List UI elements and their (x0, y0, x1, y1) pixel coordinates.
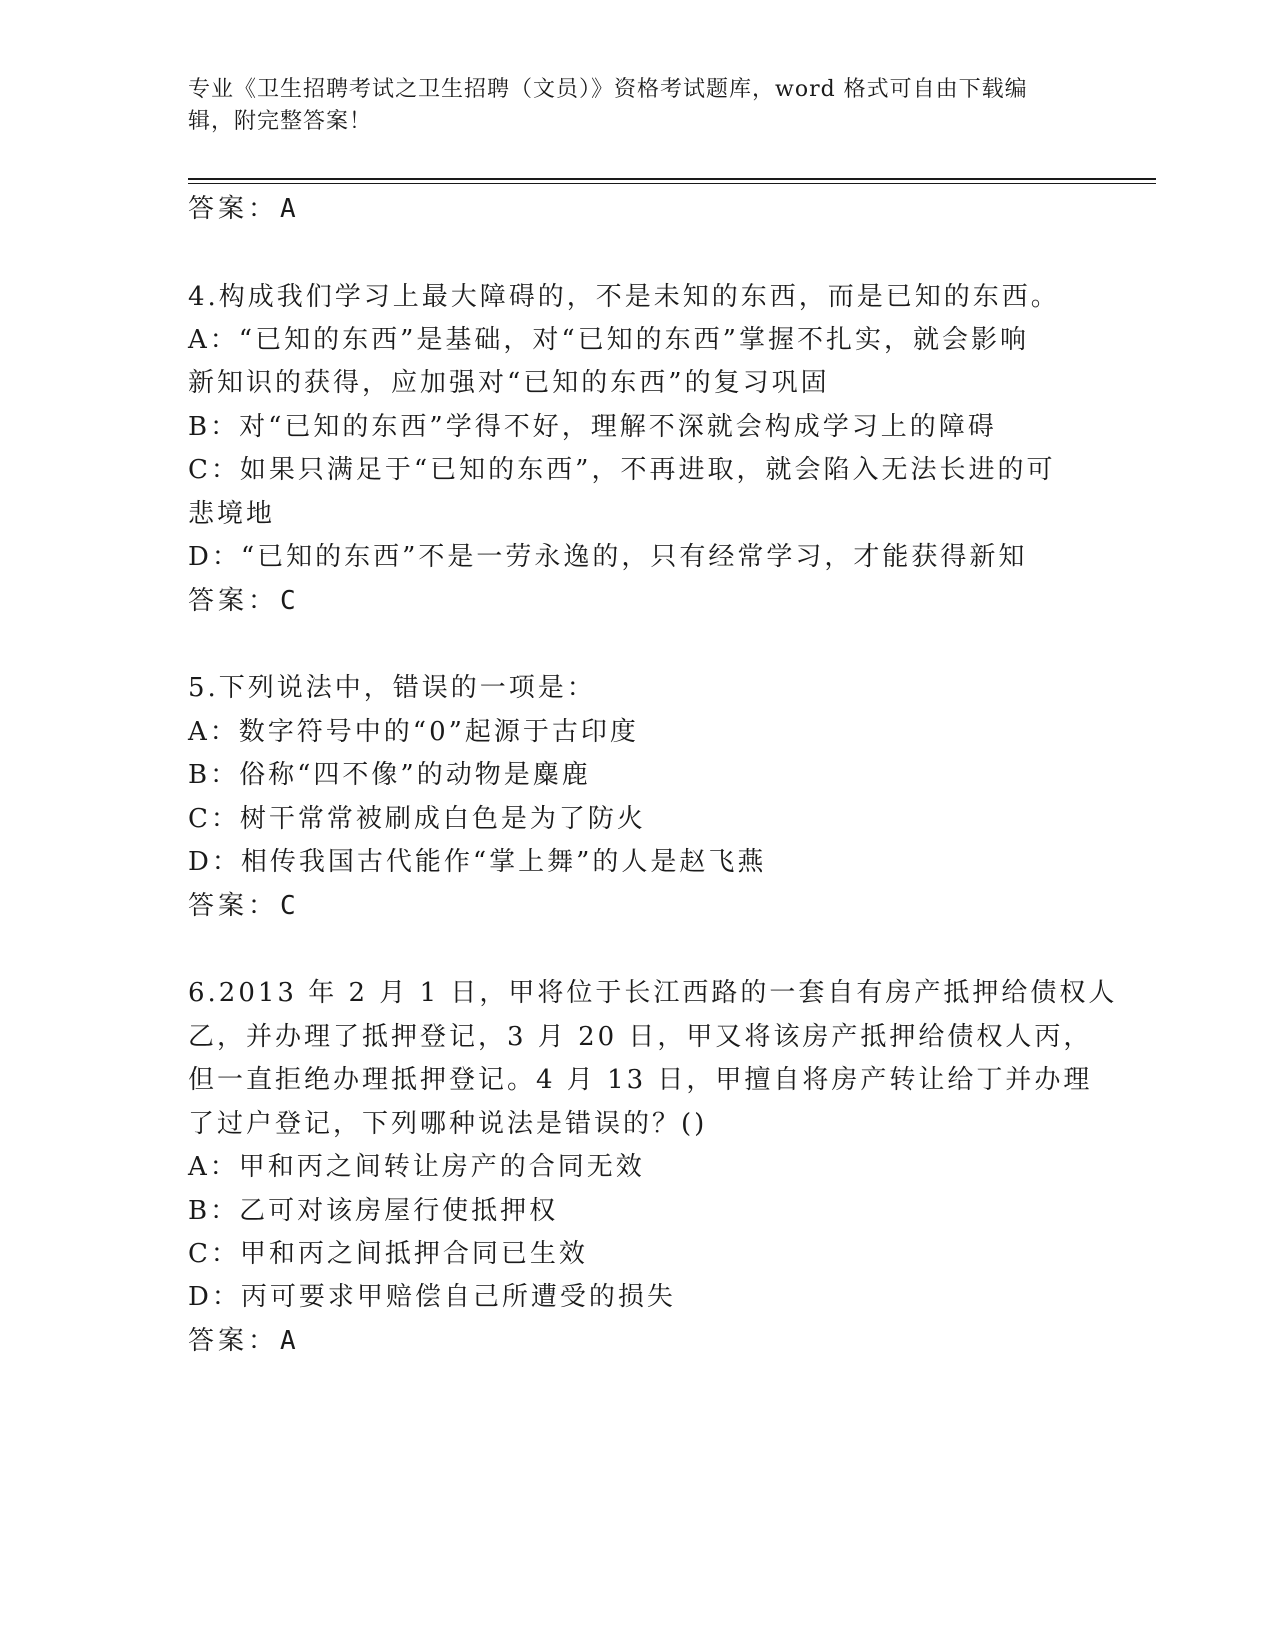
q4-option-b: B：对“已知的东西”学得不好，理解不深就会构成学习上的障碍 (188, 412, 997, 442)
q4-stem: 4.构成我们学习上最大障碍的，不是未知的东西，而是已知的东西。 (188, 282, 1060, 312)
q5-option-b: B：俗称“四不像”的动物是麋鹿 (188, 760, 591, 790)
q5-answer (188, 888, 297, 924)
q6-stem-cont-1: 乙，并办理了抵押登记，3 月 20 日，甲又将该房产抵押给债权人丙， (188, 1022, 1093, 1052)
q6-stem: 6.2013 年 2 月 1 日，甲将位于长江西路的一套自有房产抵押给债权人 (188, 978, 1118, 1008)
q6-stem-cont-2: 但一直拒绝办理抵押登记。4 月 13 日，甲擅自将房产转让给丁并办理 (188, 1065, 1093, 1095)
answer-label: 答案： (188, 586, 279, 616)
q6-option-c: C：甲和丙之间抵押合同已生效 (188, 1239, 588, 1269)
q6-stem-cont-3: 了过户登记，下列哪种说法是错误的？() (188, 1109, 708, 1139)
answer-value: A (280, 194, 297, 224)
header-divider (188, 178, 1156, 180)
answer-label: 答案： (188, 194, 279, 224)
q3-answer (188, 191, 297, 227)
q6-option-d: D：丙可要求甲赔偿自己所遭受的损失 (188, 1282, 676, 1312)
q6-option-b: B：乙可对该房屋行使抵押权 (188, 1196, 559, 1226)
header-divider-thin (188, 183, 1156, 184)
q4-option-c: C：如果只满足于“已知的东西”，不再进取，就会陷入无法长进的可 (188, 455, 1056, 485)
q5-option-d: D：相传我国古代能作“掌上舞”的人是赵飞燕 (188, 847, 767, 877)
q5-option-c: C：树干常常被刷成白色是为了防火 (188, 804, 646, 834)
answer-value: C (280, 586, 297, 616)
q4-answer (188, 583, 297, 619)
answer-value: C (280, 891, 297, 921)
q5-stem: 5.下列说法中，错误的一项是： (188, 673, 596, 703)
q6-option-a: A：甲和丙之间转让房产的合同无效 (188, 1152, 645, 1182)
q4-option-a-cont: 新知识的获得，应加强对“已知的东西”的复习巩固 (188, 368, 830, 398)
answer-label: 答案： (188, 891, 279, 921)
answer-value: A (280, 1326, 297, 1356)
answer-label: 答案： (188, 1326, 279, 1356)
q4-option-c-cont: 悲境地 (188, 499, 276, 529)
q6-answer (188, 1323, 297, 1359)
page-header: 专业《卫生招聘考试之卫生招聘（文员）》资格考试题库，word 格式可自由下载编辑，附完整答案！ (188, 77, 1028, 134)
q5-option-a: A：数字符号中的“0”起源于古印度 (188, 717, 639, 747)
q4-option-d: D：“已知的东西”不是一劳永逸的，只有经常学习，才能获得新知 (188, 542, 1028, 572)
q4-option-a: A：“已知的东西”是基础，对“已知的东西”掌握不扎实，就会影响 (188, 325, 1029, 355)
